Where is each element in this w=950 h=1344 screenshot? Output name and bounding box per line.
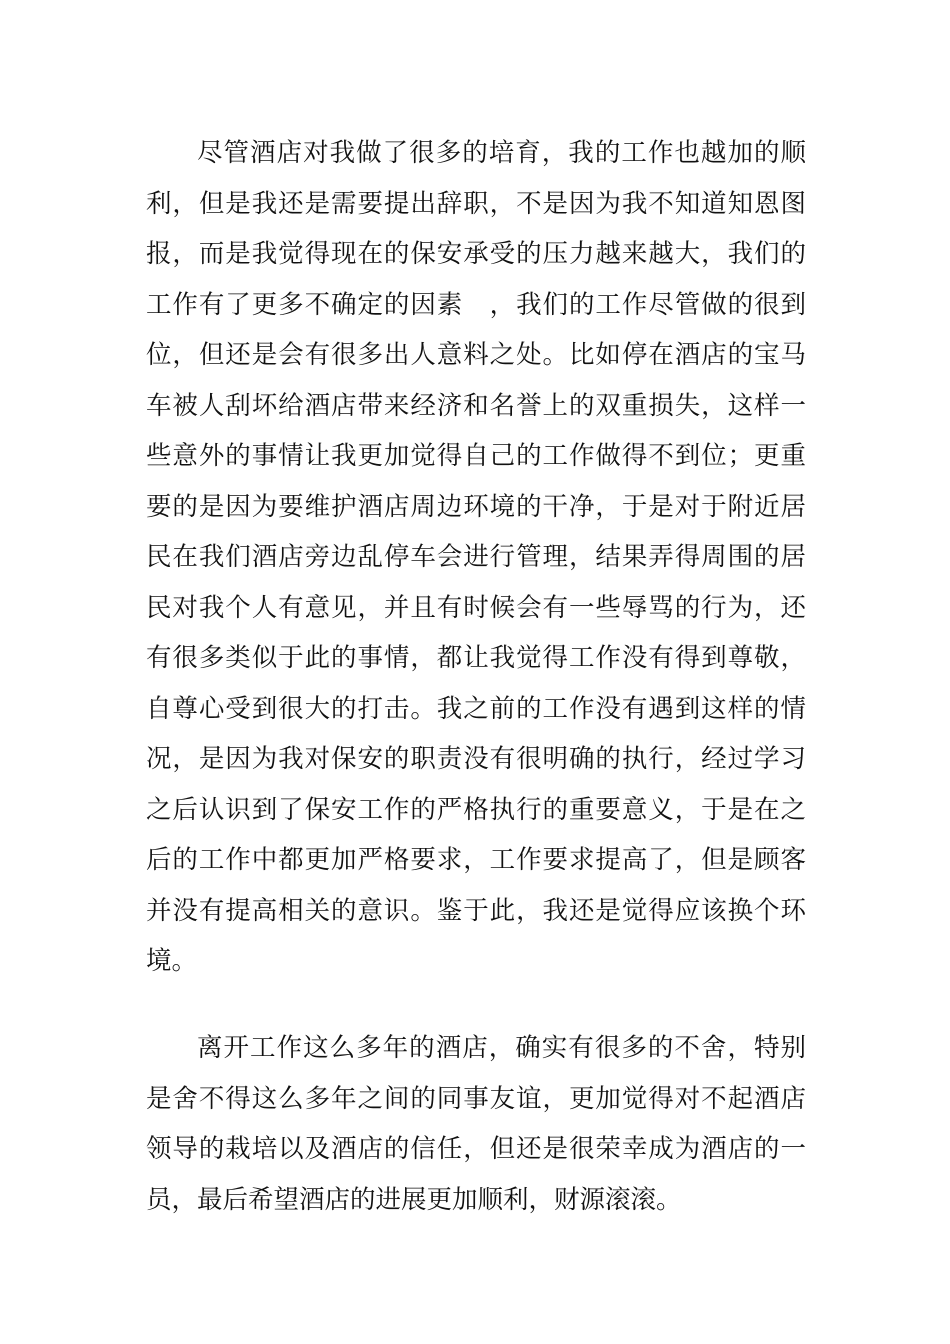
text-line: 车被人刮坏给酒店带来经济和名誉上的双重损失，这样一 — [146, 390, 806, 421]
text-line: 民对我个人有意见，并且有时候会有一些辱骂的行为，还 — [146, 592, 806, 623]
text-line: 员，最后希望酒店的进展更加顺利，财源滚滚。 — [146, 1184, 682, 1215]
text-line: 领导的栽培以及酒店的信任，但还是很荣幸成为酒店的一 — [146, 1134, 806, 1164]
text-line: 位，但还是会有很多出人意料之处。比如停在酒店的宝马 — [146, 340, 806, 370]
text-line: 并没有提高相关的意识。鉴于此，我还是觉得应该换个环 — [146, 895, 806, 926]
text-line: 报，而是我觉得现在的保安承受的压力越来越大，我们的 — [146, 239, 806, 269]
text-line: 工作有了更多不确定的因素 ，我们的工作尽管做的很到 — [146, 289, 806, 320]
paragraph-1 — [146, 128, 806, 987]
text-line: 民在我们酒店旁边乱停车会进行管理，结果弄得周围的居 — [146, 542, 806, 572]
paragraph-2 — [146, 1023, 806, 1225]
text-line: 尽管酒店对我做了很多的培育，我的工作也越加的顺 — [197, 138, 806, 168]
text-line: 况，是因为我对保安的职责没有很明确的执行，经过学习 — [146, 744, 806, 774]
text-line: 之后认识到了保安工作的严格执行的重要意义，于是在之 — [146, 794, 806, 825]
text-line: 是舍不得这么多年之间的同事友谊，更加觉得对不起酒店 — [146, 1083, 806, 1114]
text-line: 要的是因为要维护酒店周边环境的干净，于是对于附近居 — [146, 491, 806, 522]
text-line: 后的工作中都更加严格要求，工作要求提高了，但是顾客 — [146, 845, 806, 875]
text-line: 境。 — [146, 946, 198, 976]
text-line: 自尊心受到很大的打击。我之前的工作没有遇到这样的情 — [146, 693, 806, 724]
text-line: 利，但是我还是需要提出辞职，不是因为我不知道知恩图 — [146, 188, 806, 219]
text-line: 离开工作这么多年的酒店，确实有很多的不舍，特别 — [197, 1033, 806, 1063]
text-line: 有很多类似于此的事情，都让我觉得工作没有得到尊敬， — [146, 643, 806, 673]
text-line: 些意外的事情让我更加觉得自己的工作做得不到位；更重 — [146, 441, 806, 471]
